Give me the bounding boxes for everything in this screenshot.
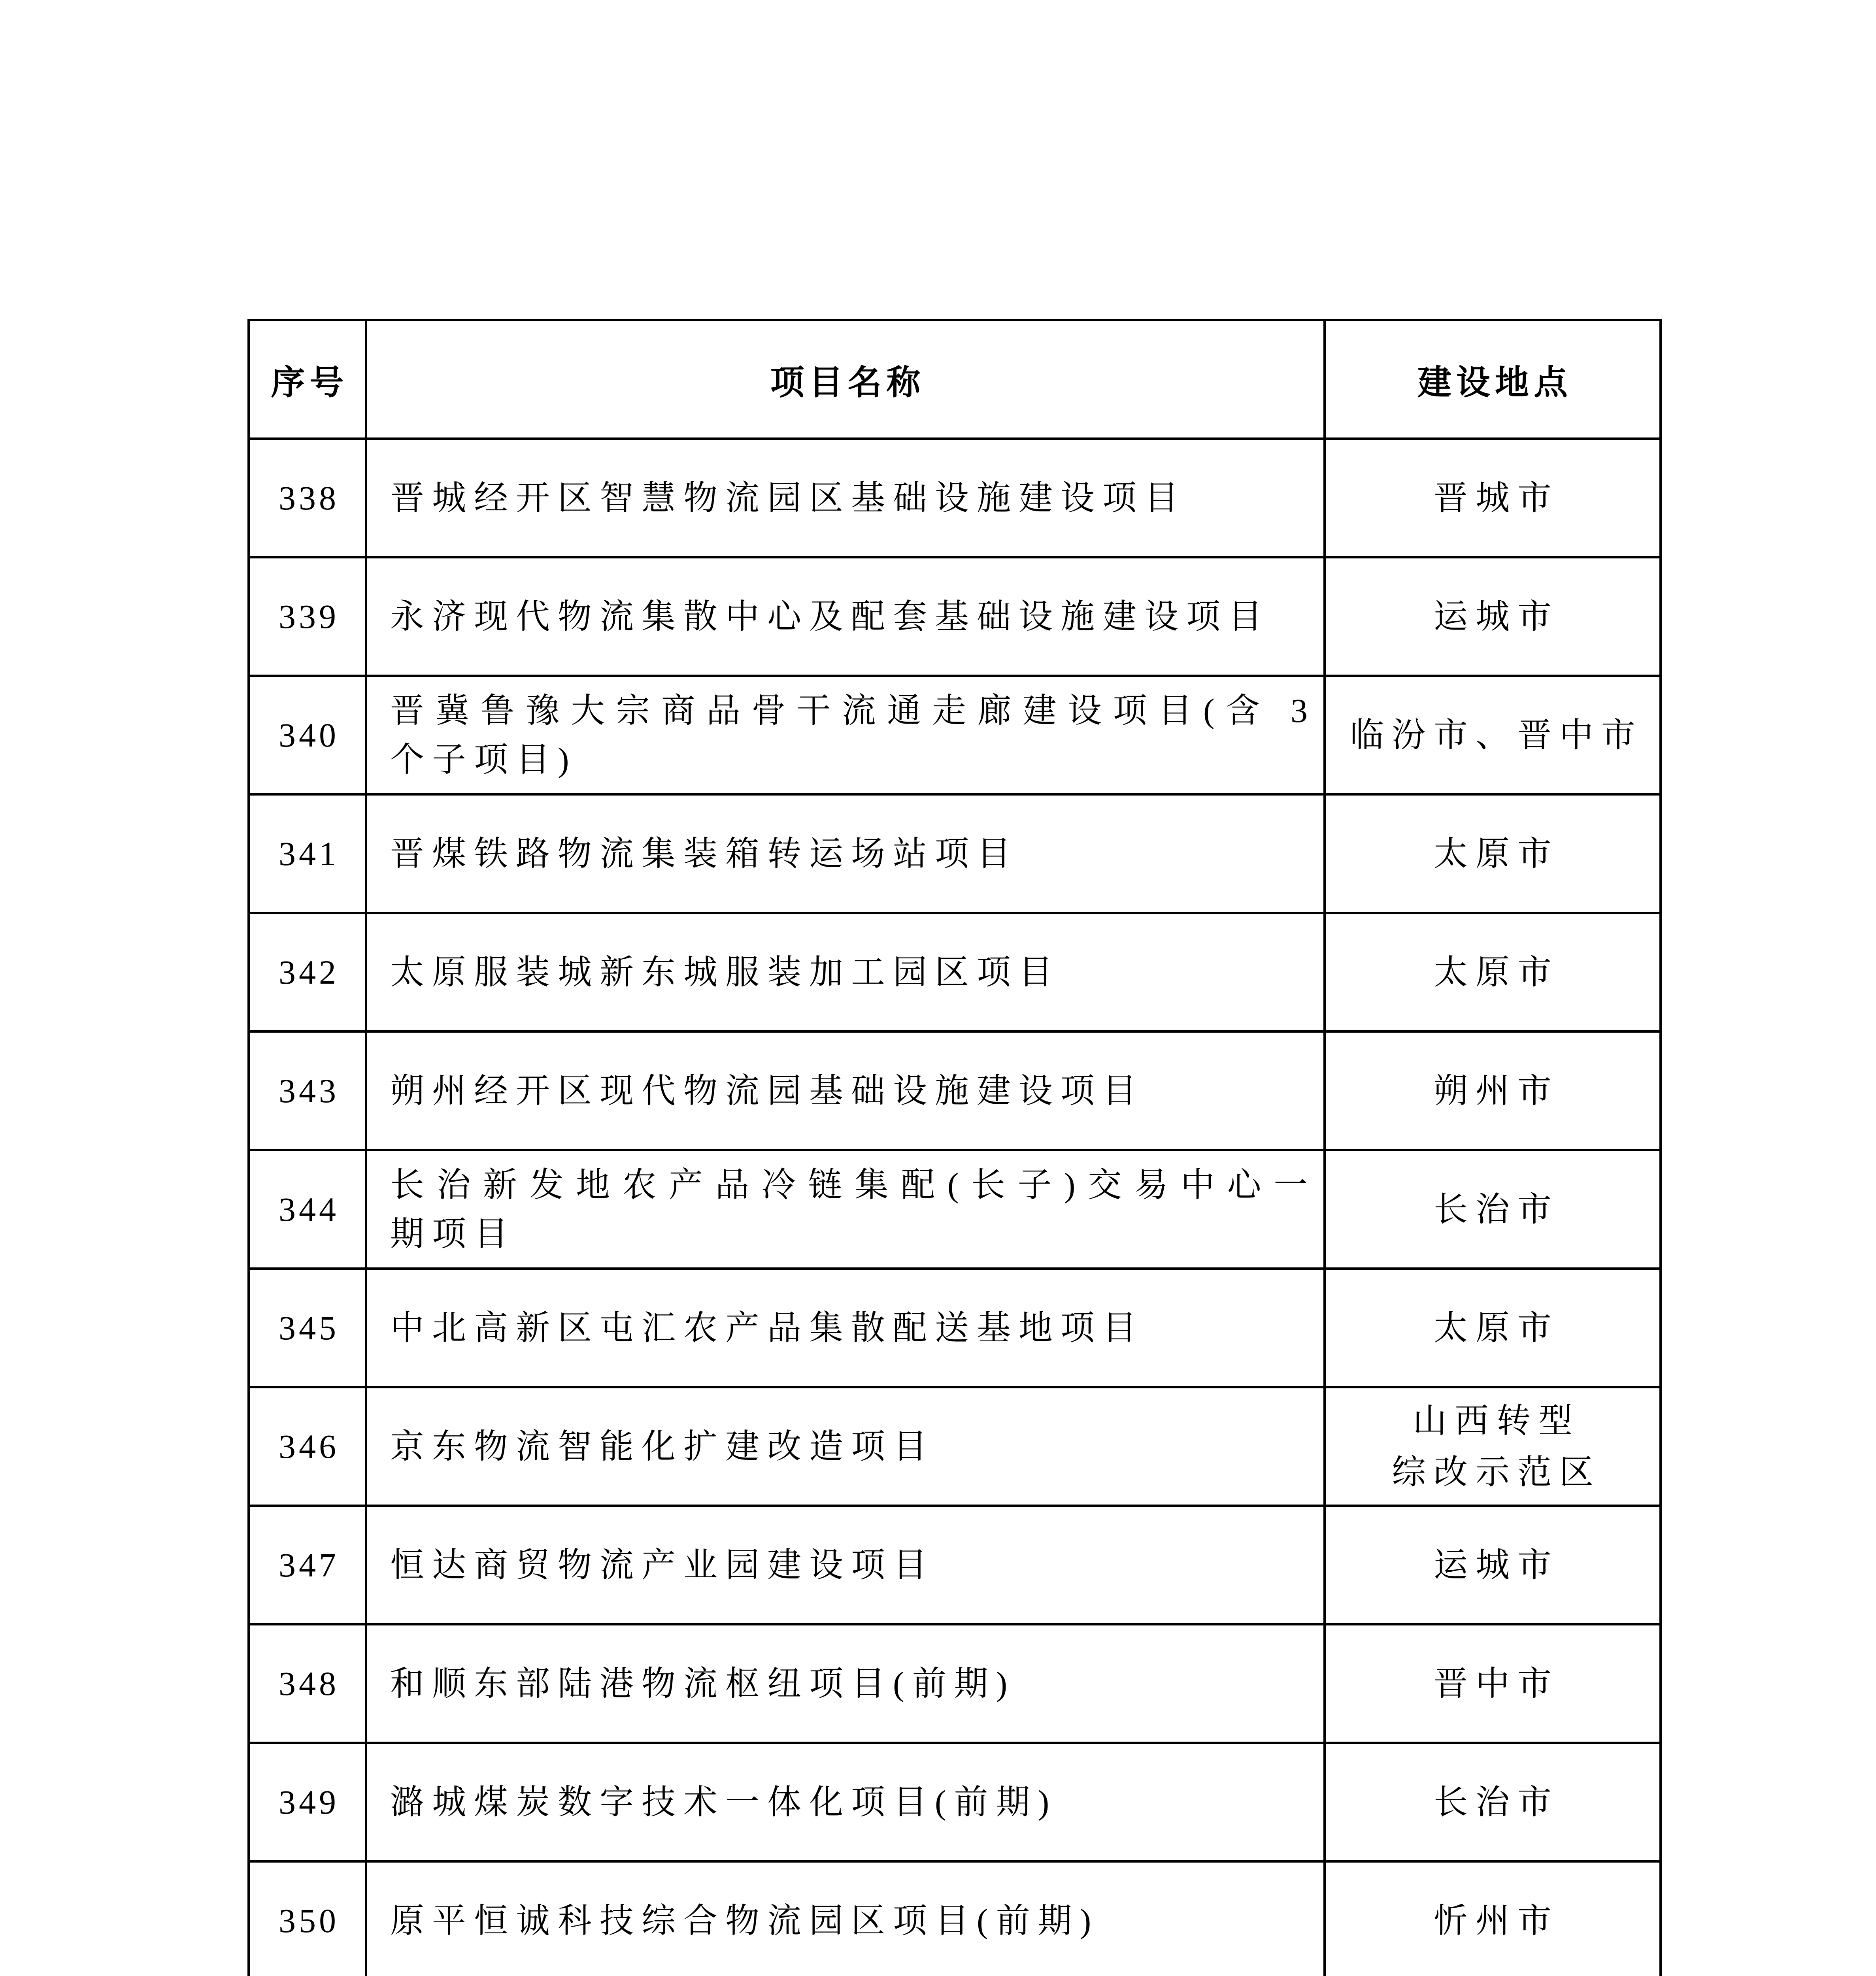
location-line: 临汾市、晋中市 [1350, 716, 1643, 754]
project-name-cell [366, 1150, 1325, 1269]
header-no: 序号 [249, 320, 366, 439]
project-name-line: 朔州经开区现代物流园基础设施建设项目 [390, 1072, 1144, 1110]
project-name-line: 和顺东部陆港物流枢纽项目(前期) [390, 1665, 1015, 1703]
project-name-line: 晋城经开区智慧物流园区基础设施建设项目 [390, 479, 1186, 517]
table-body [249, 439, 1661, 1976]
location-cell [1325, 1387, 1661, 1506]
location-cell [1325, 676, 1661, 794]
table-header-row [249, 320, 1661, 439]
row-number: 349 [249, 1743, 366, 1861]
row-number: 343 [249, 1031, 366, 1150]
project-name-cell [366, 794, 1325, 913]
location-line: 长治市 [1434, 1190, 1559, 1228]
row-number: 339 [249, 557, 366, 676]
project-name-cell [366, 913, 1325, 1031]
table-row [249, 1861, 1661, 1976]
row-number: 341 [249, 794, 366, 913]
location-line: 运城市 [1434, 598, 1559, 635]
table-row [249, 557, 1661, 676]
project-name-line: 期项目 [390, 1215, 516, 1253]
location-cell [1325, 794, 1661, 913]
table-row [249, 1269, 1661, 1387]
project-name-cell [366, 1861, 1325, 1976]
location-cell [1325, 1506, 1661, 1624]
project-name-cell [366, 1269, 1325, 1387]
header-location: 建设地点 [1325, 320, 1661, 439]
project-name-line: 中北高新区屯汇农产品集散配送基地项目 [390, 1309, 1144, 1347]
project-name-cell [366, 557, 1325, 676]
table-row [249, 1150, 1661, 1269]
location-line: 忻州市 [1434, 1902, 1559, 1940]
row-number: 348 [249, 1624, 366, 1743]
location-cell [1325, 439, 1661, 557]
location-line: 朔州市 [1434, 1072, 1559, 1110]
location-cell [1325, 913, 1661, 1031]
project-name-cell [366, 1624, 1325, 1743]
row-number: 345 [249, 1269, 366, 1387]
location-line: 太原市 [1434, 835, 1559, 873]
row-number: 347 [249, 1506, 366, 1624]
row-number: 346 [249, 1387, 366, 1506]
table-row [249, 676, 1661, 794]
project-name-line: 晋冀鲁豫大宗商品骨干流通走廊建设项目(含 3 [390, 692, 1315, 730]
project-name-cell [366, 1031, 1325, 1150]
location-cell [1325, 1031, 1661, 1150]
project-name-line: 长治新发地农产品冷链集配(长子)交易中心一 [390, 1166, 1315, 1204]
project-name-line: 晋煤铁路物流集装箱转运场站项目 [390, 835, 1019, 873]
location-cell [1325, 1624, 1661, 1743]
location-cell [1325, 1150, 1661, 1269]
location-line: 太原市 [1434, 1309, 1559, 1347]
table-row [249, 439, 1661, 557]
location-line: 综改示范区 [1392, 1453, 1601, 1491]
table-row [249, 1743, 1661, 1861]
location-cell [1325, 1743, 1661, 1861]
project-name-line: 太原服装城新东城服装加工园区项目 [390, 953, 1061, 991]
row-number: 338 [249, 439, 366, 557]
table-row [249, 1506, 1661, 1624]
row-number: 344 [249, 1150, 366, 1269]
location-line: 山西转型 [1413, 1402, 1580, 1440]
project-table [247, 319, 1662, 1976]
project-name-cell [366, 1743, 1325, 1861]
location-line: 运城市 [1434, 1546, 1559, 1584]
project-name-line: 恒达商贸物流产业园建设项目 [390, 1546, 935, 1584]
location-cell [1325, 1861, 1661, 1976]
location-line: 长治市 [1434, 1783, 1559, 1821]
row-number: 350 [249, 1861, 366, 1976]
project-name-cell [366, 439, 1325, 557]
project-name-line: 原平恒诚科技综合物流园区项目(前期) [390, 1902, 1099, 1940]
location-line: 晋中市 [1434, 1665, 1559, 1703]
project-name-line: 京东物流智能化扩建改造项目 [390, 1427, 935, 1465]
location-cell [1325, 557, 1661, 676]
project-name-line: 个子项目) [390, 741, 577, 779]
project-name-cell [366, 676, 1325, 794]
table-row [249, 1031, 1661, 1150]
table-row [249, 913, 1661, 1031]
row-number: 342 [249, 913, 366, 1031]
table-row [249, 1387, 1661, 1506]
table-row [249, 1624, 1661, 1743]
project-name-line: 潞城煤炭数字技术一体化项目(前期) [390, 1783, 1057, 1821]
header-project-name: 项目名称 [366, 320, 1325, 439]
location-line: 晋城市 [1434, 479, 1559, 517]
project-name-cell [366, 1387, 1325, 1506]
location-line: 太原市 [1434, 953, 1559, 991]
project-name-cell [366, 1506, 1325, 1624]
row-number: 340 [249, 676, 366, 794]
table-row [249, 794, 1661, 913]
location-cell [1325, 1269, 1661, 1387]
project-name-line: 永济现代物流集散中心及配套基础设施建设项目 [390, 598, 1270, 635]
